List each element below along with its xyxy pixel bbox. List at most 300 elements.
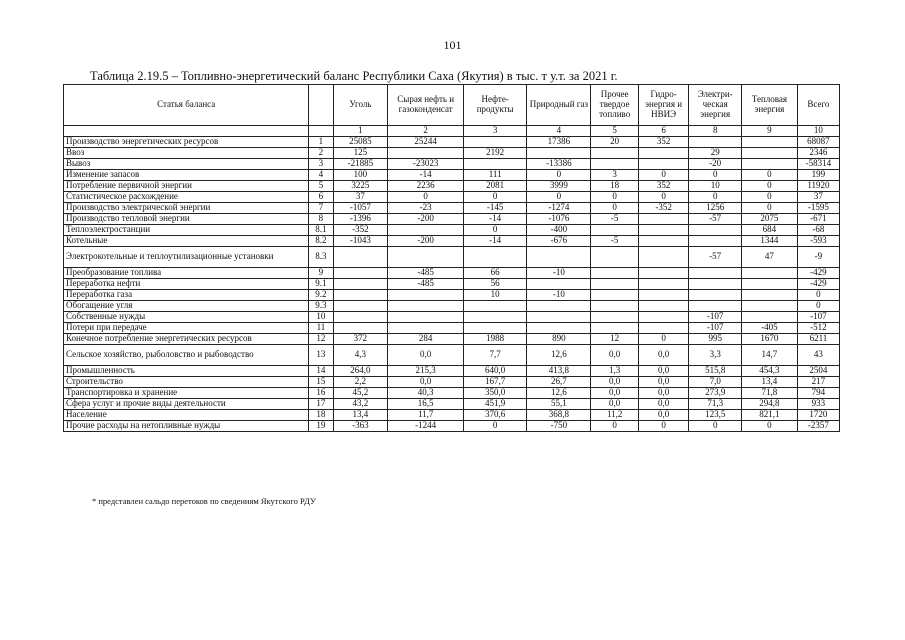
table-cell: 4,3 (333, 345, 388, 366)
column-header: Природный газ (527, 85, 591, 126)
table-cell: 0,0 (638, 377, 689, 388)
table-cell: 0 (638, 421, 689, 432)
table-cell (591, 312, 638, 323)
row-label: Переработка нефти (64, 279, 309, 290)
table-cell: 451,9 (464, 399, 527, 410)
table-cell (689, 268, 742, 279)
row-label: Обогащение угля (64, 301, 309, 312)
table-cell (638, 301, 689, 312)
table-cell (742, 159, 798, 170)
row-code: 9.3 (309, 301, 333, 312)
table-cell (388, 323, 464, 334)
column-header: Гидро-энергия и НВИЭ (638, 85, 689, 126)
row-code: 8.1 (309, 225, 333, 236)
table-cell: -363 (333, 421, 388, 432)
column-number: 1 (333, 126, 388, 137)
table-cell: -68 (797, 225, 839, 236)
table-cell (464, 312, 527, 323)
table-cell (527, 148, 591, 159)
table-cell: 273,9 (689, 388, 742, 399)
table-cell: 0,0 (388, 377, 464, 388)
table-cell (388, 247, 464, 268)
table-cell (591, 301, 638, 312)
table-cell: 372 (333, 334, 388, 345)
table-cell: 10 (464, 290, 527, 301)
table-cell: 0 (591, 192, 638, 203)
table-cell: 16,5 (388, 399, 464, 410)
table-cell: -1076 (527, 214, 591, 225)
table-cell: 56 (464, 279, 527, 290)
table-cell: 45,2 (333, 388, 388, 399)
table-cell (527, 312, 591, 323)
column-header: Прочее твердое топливо (591, 85, 638, 126)
row-code: 10 (309, 312, 333, 323)
row-label: Потребление первичной энергии (64, 181, 309, 192)
table-cell (742, 268, 798, 279)
table-cell: 821,1 (742, 410, 798, 421)
table-cell: -2357 (797, 421, 839, 432)
row-code: 8.3 (309, 247, 333, 268)
table-cell (527, 279, 591, 290)
table-cell: 66 (464, 268, 527, 279)
table-cell (388, 312, 464, 323)
table-cell: 2346 (797, 148, 839, 159)
table-cell: -107 (797, 312, 839, 323)
table-row (64, 279, 840, 290)
table-cell: 12,6 (527, 345, 591, 366)
table-row (64, 421, 840, 432)
table-cell: -1244 (388, 421, 464, 432)
table-cell: -107 (689, 312, 742, 323)
table-cell (742, 279, 798, 290)
table-cell: 0 (742, 192, 798, 203)
table-cell: 0,0 (591, 345, 638, 366)
table-cell (638, 214, 689, 225)
row-label: Конечное потребление энергетических ресурсов (64, 334, 309, 345)
table-cell: 68087 (797, 137, 839, 148)
column-number: 6 (638, 126, 689, 137)
column-header-code (309, 85, 333, 126)
table-row (64, 225, 840, 236)
column-number (64, 126, 309, 137)
table-cell: 2075 (742, 214, 798, 225)
row-label: Промышленность (64, 366, 309, 377)
table-cell: -429 (797, 279, 839, 290)
row-code: 3 (309, 159, 333, 170)
table-cell (333, 323, 388, 334)
table-cell: 17386 (527, 137, 591, 148)
row-code: 1 (309, 137, 333, 148)
column-header: Уголь (333, 85, 388, 126)
column-number-row (64, 126, 840, 137)
table-cell: 640,0 (464, 366, 527, 377)
row-code: 13 (309, 345, 333, 366)
row-label: Производство энергетических ресурсов (64, 137, 309, 148)
table-cell: 12 (591, 334, 638, 345)
row-label: Теплоэлектростанции (64, 225, 309, 236)
table-cell (638, 323, 689, 334)
row-label: Преобразование топлива (64, 268, 309, 279)
table-cell: -352 (638, 203, 689, 214)
column-number: 3 (464, 126, 527, 137)
table-cell: -23023 (388, 159, 464, 170)
table-cell (333, 279, 388, 290)
table-cell: 7,0 (689, 377, 742, 388)
table-cell (742, 137, 798, 148)
table-cell: 1256 (689, 203, 742, 214)
table-row (64, 290, 840, 301)
table-cell: 3 (591, 170, 638, 181)
row-code: 9.2 (309, 290, 333, 301)
table-cell: 0 (591, 203, 638, 214)
table-row (64, 345, 840, 366)
table-cell: 0 (464, 192, 527, 203)
column-header: Тепловая энергия (742, 85, 798, 126)
table-cell (333, 268, 388, 279)
table-cell: 0 (742, 421, 798, 432)
table-row (64, 268, 840, 279)
table-cell: 684 (742, 225, 798, 236)
table-cell: -200 (388, 214, 464, 225)
table-cell: 515,8 (689, 366, 742, 377)
table-cell: 11,7 (388, 410, 464, 421)
table-cell: 43,2 (333, 399, 388, 410)
table-cell: 0,0 (638, 345, 689, 366)
table-body (64, 137, 840, 432)
table-cell (388, 148, 464, 159)
table-cell: 368,8 (527, 410, 591, 421)
table-cell: 264,0 (333, 366, 388, 377)
table-cell: 217 (797, 377, 839, 388)
table-cell: 2081 (464, 181, 527, 192)
row-label: Собственные нужды (64, 312, 309, 323)
table-cell: 0 (689, 192, 742, 203)
table-cell: 0 (464, 421, 527, 432)
row-label: Ввоз (64, 148, 309, 159)
table-row (64, 192, 840, 203)
table-cell (591, 247, 638, 268)
table-cell: 0 (638, 192, 689, 203)
column-number: 4 (527, 126, 591, 137)
table-cell (638, 290, 689, 301)
column-number: 9 (742, 126, 798, 137)
table-cell: -750 (527, 421, 591, 432)
table-cell (333, 290, 388, 301)
table-row (64, 203, 840, 214)
row-label: Сельское хозяйство, рыболовство и рыбоводство (64, 345, 309, 366)
row-code: 14 (309, 366, 333, 377)
table-cell: -1057 (333, 203, 388, 214)
table-cell: -593 (797, 236, 839, 247)
table-cell (527, 301, 591, 312)
row-label: Прочие расходы на нетопливные нужды (64, 421, 309, 432)
table-cell: 20 (591, 137, 638, 148)
table-cell (638, 159, 689, 170)
table-cell: 0 (527, 170, 591, 181)
table-cell: 0 (797, 290, 839, 301)
table-cell: 0,0 (388, 345, 464, 366)
table-cell: 0 (742, 170, 798, 181)
table-cell: -1043 (333, 236, 388, 247)
table-cell: -20 (689, 159, 742, 170)
table-cell: -676 (527, 236, 591, 247)
table-cell (638, 279, 689, 290)
row-code: 5 (309, 181, 333, 192)
row-code: 9.1 (309, 279, 333, 290)
table-cell: 47 (742, 247, 798, 268)
table-cell: 37 (797, 192, 839, 203)
table-cell (333, 301, 388, 312)
column-header: Электри-ческая энергия (689, 85, 742, 126)
table-cell: 13,4 (333, 410, 388, 421)
table-cell: -57 (689, 214, 742, 225)
row-code: 7 (309, 203, 333, 214)
table-cell: 26,7 (527, 377, 591, 388)
table-cell: 0,0 (638, 410, 689, 421)
table-cell: -23 (388, 203, 464, 214)
table-cell: 0,0 (638, 366, 689, 377)
table-cell: 995 (689, 334, 742, 345)
table-cell (591, 290, 638, 301)
table-cell (742, 290, 798, 301)
table-cell: -13386 (527, 159, 591, 170)
column-header: Сырая нефть и газоконденсат (388, 85, 464, 126)
table-row (64, 247, 840, 268)
table-cell (591, 148, 638, 159)
row-label: Изменение запасов (64, 170, 309, 181)
table-cell: 2504 (797, 366, 839, 377)
table-caption: Таблица 2.19.5 – Топливно-энергетический баланс Республики Саха (Якутия) в тыс. т у.т. за 2021 г. (90, 69, 618, 83)
table-cell: -9 (797, 247, 839, 268)
table-cell: 37 (333, 192, 388, 203)
table-cell: 0 (742, 203, 798, 214)
table-cell (591, 268, 638, 279)
row-label: Потери при передаче (64, 323, 309, 334)
table-row (64, 377, 840, 388)
table-cell (689, 301, 742, 312)
table-cell: -400 (527, 225, 591, 236)
table-cell: 0 (638, 170, 689, 181)
table-cell: -485 (388, 268, 464, 279)
row-code: 2 (309, 148, 333, 159)
table-cell: 7,7 (464, 345, 527, 366)
table-cell: 2,2 (333, 377, 388, 388)
row-label: Транспортировка и хранение (64, 388, 309, 399)
table-cell (689, 236, 742, 247)
table-cell: -5 (591, 236, 638, 247)
table-cell: 125 (333, 148, 388, 159)
table-cell (638, 236, 689, 247)
column-number: 8 (689, 126, 742, 137)
table-row (64, 181, 840, 192)
table-cell: 0 (591, 421, 638, 432)
table-row (64, 312, 840, 323)
table-cell: 0,0 (638, 399, 689, 410)
table-cell: -352 (333, 225, 388, 236)
table-cell: 14,7 (742, 345, 798, 366)
table-row (64, 159, 840, 170)
table-row (64, 301, 840, 312)
table-cell (638, 247, 689, 268)
table-row (64, 323, 840, 334)
table-cell (742, 301, 798, 312)
table-cell: -14 (388, 170, 464, 181)
column-number: 10 (797, 126, 839, 137)
column-number: 5 (591, 126, 638, 137)
table-cell (742, 148, 798, 159)
page-number: 101 (443, 38, 462, 52)
table-cell (464, 323, 527, 334)
table-row (64, 236, 840, 247)
table-cell: 12,6 (527, 388, 591, 399)
row-label: Сфера услуг и прочие виды деятельности (64, 399, 309, 410)
table-cell (333, 312, 388, 323)
table-cell: 0 (742, 181, 798, 192)
table-cell: 25244 (388, 137, 464, 148)
row-label: Электрокотельные и теплоутилизационные установки (64, 247, 309, 268)
column-header-item: Статья баланса (64, 85, 309, 126)
table-cell: 10 (689, 181, 742, 192)
table-cell (388, 301, 464, 312)
table-cell: -58314 (797, 159, 839, 170)
table-row (64, 148, 840, 159)
table-cell: 0,0 (591, 388, 638, 399)
table-cell: -57 (689, 247, 742, 268)
table-row (64, 170, 840, 181)
table-cell (591, 225, 638, 236)
table-cell: 0 (638, 334, 689, 345)
table-cell: -14 (464, 214, 527, 225)
row-code: 17 (309, 399, 333, 410)
table-cell: 1344 (742, 236, 798, 247)
table-cell: 123,5 (689, 410, 742, 421)
table-cell (638, 148, 689, 159)
table-cell: -405 (742, 323, 798, 334)
row-code: 11 (309, 323, 333, 334)
table-cell: 454,3 (742, 366, 798, 377)
table-cell: -1396 (333, 214, 388, 225)
table-row (64, 137, 840, 148)
table-cell (388, 290, 464, 301)
table-cell: -5 (591, 214, 638, 225)
table-cell (689, 279, 742, 290)
fuel-energy-balance-table (63, 84, 840, 432)
table-cell: -671 (797, 214, 839, 225)
table-cell: 0 (464, 225, 527, 236)
table-cell: 0 (797, 301, 839, 312)
table-cell: 100 (333, 170, 388, 181)
table-cell (464, 137, 527, 148)
table-cell: 370,6 (464, 410, 527, 421)
table-cell: 890 (527, 334, 591, 345)
table-cell: 71,3 (689, 399, 742, 410)
table-cell: -10 (527, 268, 591, 279)
table-cell: 215,3 (388, 366, 464, 377)
table-cell (591, 323, 638, 334)
table-cell: -14 (464, 236, 527, 247)
row-code: 15 (309, 377, 333, 388)
row-label: Производство электрической энергии (64, 203, 309, 214)
table-row (64, 399, 840, 410)
table-cell: 18 (591, 181, 638, 192)
table-cell: 25085 (333, 137, 388, 148)
table-cell (689, 225, 742, 236)
table-cell (742, 312, 798, 323)
table-cell (527, 247, 591, 268)
table-cell: 6211 (797, 334, 839, 345)
footnote: * представлен сальдо перетоков по сведениям Якутского РДУ (92, 496, 316, 506)
table-cell: 43 (797, 345, 839, 366)
column-header: Всего (797, 85, 839, 126)
table-cell: 933 (797, 399, 839, 410)
table-cell: 29 (689, 148, 742, 159)
row-code: 16 (309, 388, 333, 399)
table-cell (591, 159, 638, 170)
table-cell: 0 (689, 170, 742, 181)
table-cell: 350,0 (464, 388, 527, 399)
row-code: 9 (309, 268, 333, 279)
table-cell (464, 159, 527, 170)
table-cell: 0 (388, 192, 464, 203)
row-code: 19 (309, 421, 333, 432)
table-cell (464, 301, 527, 312)
table-cell: 413,8 (527, 366, 591, 377)
table-cell (638, 268, 689, 279)
table-cell: 40,3 (388, 388, 464, 399)
table-cell (591, 279, 638, 290)
table-cell: -10 (527, 290, 591, 301)
table-cell: 1670 (742, 334, 798, 345)
table-cell: 1,3 (591, 366, 638, 377)
table-cell: 0,0 (591, 399, 638, 410)
table-cell: 11,2 (591, 410, 638, 421)
table-cell: 3,3 (689, 345, 742, 366)
table-cell (527, 323, 591, 334)
table-cell: 1720 (797, 410, 839, 421)
table-cell: 352 (638, 137, 689, 148)
table-cell: 0,0 (591, 377, 638, 388)
row-code: 8.2 (309, 236, 333, 247)
table-cell: 199 (797, 170, 839, 181)
table-cell: 13,4 (742, 377, 798, 388)
table-cell (388, 225, 464, 236)
table-row (64, 366, 840, 377)
row-label: Строительство (64, 377, 309, 388)
column-number (309, 126, 333, 137)
table-cell (638, 225, 689, 236)
table-row (64, 388, 840, 399)
row-code: 12 (309, 334, 333, 345)
table-cell: -512 (797, 323, 839, 334)
row-code: 6 (309, 192, 333, 203)
table-cell: 1988 (464, 334, 527, 345)
table-cell: 11920 (797, 181, 839, 192)
table-cell: -21885 (333, 159, 388, 170)
row-label: Вывоз (64, 159, 309, 170)
table-cell: 284 (388, 334, 464, 345)
table-cell: 55,1 (527, 399, 591, 410)
row-label: Котельные (64, 236, 309, 247)
row-label: Статистическое расхождение (64, 192, 309, 203)
table-cell (333, 247, 388, 268)
column-number: 2 (388, 126, 464, 137)
table-cell: 0 (527, 192, 591, 203)
table-cell: 0 (689, 421, 742, 432)
row-label: Производство тепловой энергии (64, 214, 309, 225)
table-cell: 352 (638, 181, 689, 192)
table-cell: 794 (797, 388, 839, 399)
table-cell: -145 (464, 203, 527, 214)
